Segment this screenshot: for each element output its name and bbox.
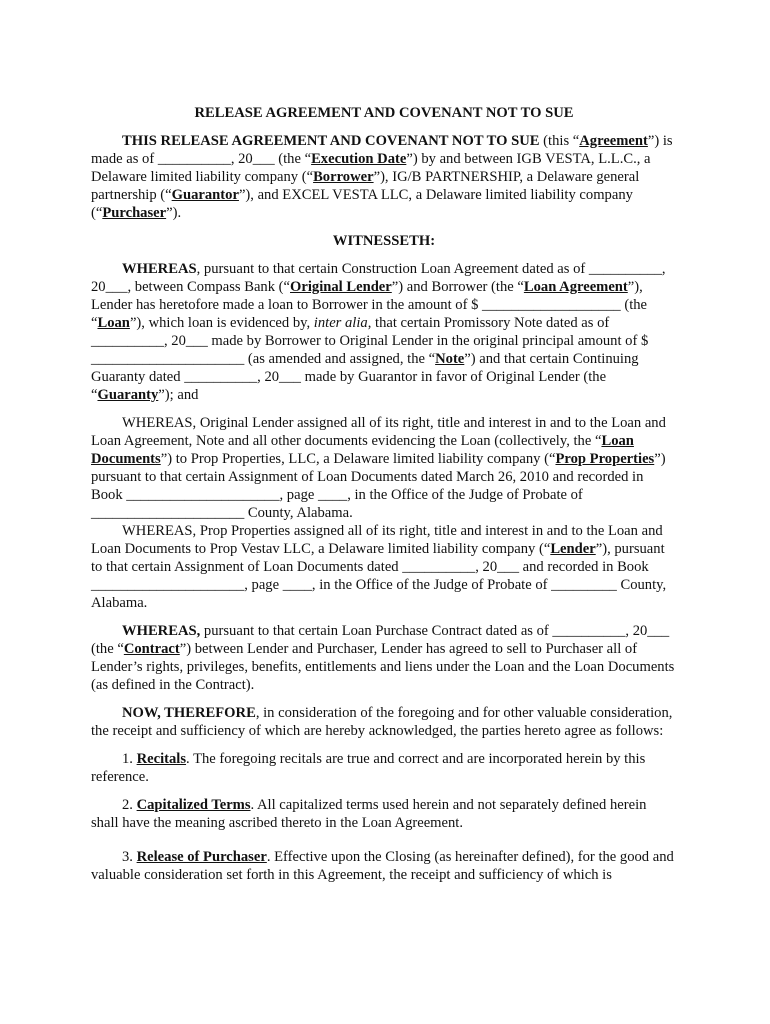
whereas-paragraph-3 bbox=[91, 522, 677, 612]
section-2-heading: Capitalized Terms bbox=[136, 797, 251, 813]
intro-lead: THIS RELEASE AGREEMENT AND COVENANT NOT TO SUE bbox=[122, 133, 540, 149]
section-1-recitals bbox=[91, 750, 677, 786]
term-borrower: Borrower bbox=[313, 169, 374, 185]
whereas-2-text-2: ”) to Prop Properties, LLC, a Delaware limited liability company (“ bbox=[160, 451, 556, 467]
term-prop-properties: Prop Properties bbox=[555, 451, 655, 467]
whereas-4-text-2: ”) between Lender and Purchaser, Lender has agreed to sell to Purchaser all of Lender’s rights, privileges, benefits, entitlements and liens under the Loan and the Loan Documents (as defined in the Contract). bbox=[91, 641, 675, 693]
section-2-capitalized-terms bbox=[91, 796, 677, 832]
intro-text-3: ”) by and between IGB VESTA, L.L.C., a Delaware limited liability company (“ bbox=[91, 151, 651, 185]
whereas-3-text-2: ”), pursuant to that certain Assignment of Loan Documents dated __________, 20___ and recorded in Book _____________________, page ____, in the Office of the Judge of Probate of _________ County, Alabama. bbox=[91, 541, 667, 611]
whereas-1-text-2: ”) and Borrower (the “ bbox=[391, 279, 524, 295]
term-guaranty: Guaranty bbox=[97, 387, 159, 403]
document-page bbox=[91, 104, 677, 894]
whereas-4-text-1: pursuant to that certain Loan Purchase Contract dated as of __________, 20___ (the “ bbox=[91, 623, 670, 657]
term-execution-date: Execution Date bbox=[311, 151, 407, 167]
now-therefore-paragraph bbox=[91, 704, 677, 740]
term-lender: Lender bbox=[550, 541, 596, 557]
whereas-1-text-5: , that certain Promissory Note dated as of __________, 20___ made by Borrower to Original Lender in the original principal amount of $ _____________________ (as amended and assigned, the “ bbox=[91, 315, 649, 367]
term-purchaser: Purchaser bbox=[102, 205, 167, 221]
section-2-number: 2. bbox=[122, 797, 137, 813]
whereas-paragraph-2 bbox=[91, 414, 677, 522]
whereas-paragraph-4 bbox=[91, 622, 677, 694]
term-loan-documents: Loan Documents bbox=[91, 433, 634, 467]
section-3-text: . Effective upon the Closing (as hereinafter defined), for the good and valuable consideration set forth in this Agreement, the receipt and sufficiency of which is bbox=[91, 849, 674, 883]
inter-alia-text: inter alia bbox=[313, 315, 368, 331]
whereas-paragraph-1 bbox=[91, 260, 677, 404]
section-2-text: . All capitalized terms used herein and not separately defined herein shall have the meaning ascribed thereto in the Loan Agreement. bbox=[91, 797, 647, 831]
section-3-number: 3. bbox=[122, 849, 137, 865]
term-original-lender: Original Lender bbox=[290, 279, 392, 295]
whereas-1-text-7: ”); and bbox=[158, 387, 199, 403]
whereas-1-lead: WHEREAS bbox=[122, 261, 197, 277]
whereas-1-text-3: ”), Lender has heretofore made a loan to Borrower in the amount of $ ___________________ (the “ bbox=[91, 279, 648, 331]
whereas-1-text-4: ”), which loan is evidenced by, bbox=[129, 315, 314, 331]
intro-text-2: ”) is made as of __________, 20___ (the “ bbox=[91, 133, 673, 167]
term-loan: Loan bbox=[97, 315, 130, 331]
intro-text-4: ”), IG/B PARTNERSHIP, a Delaware general partnership (“ bbox=[91, 169, 640, 203]
witnesseth-heading: WITNESSETH: bbox=[332, 233, 436, 249]
intro-text-1: (this “ bbox=[539, 133, 580, 149]
now-therefore-text: , in consideration of the foregoing and for other valuable consideration, the receipt and sufficiency of which are hereby acknowledged, the parties hereto agree as follows: bbox=[91, 705, 673, 739]
intro-paragraph bbox=[91, 132, 677, 222]
whereas-1-text-1: , pursuant to that certain Construction Loan Agreement dated as of __________, 20___, between Compass Bank (“ bbox=[91, 261, 666, 295]
whereas-2-text-3: ”) pursuant to that certain Assignment of Loan Documents dated March 26, 2010 and recorded in Book _____________________, page ____, in the Office of the Judge of Probate of _____________________ County, Alabama. bbox=[91, 451, 666, 521]
term-agreement: Agreement bbox=[579, 133, 648, 149]
whereas-3-text-1: WHEREAS, Prop Properties assigned all of its right, title and interest in and to the Loan and Loan Documents to Prop Vestav LLC, a Delaware limited liability company (“ bbox=[91, 523, 663, 557]
intro-text-6: ”). bbox=[166, 205, 182, 221]
term-note: Note bbox=[435, 351, 465, 367]
section-3-heading: Release of Purchaser bbox=[136, 849, 267, 865]
whereas-2-text-1: WHEREAS, Original Lender assigned all of its right, title and interest in and to the Loan and Loan Agreement, Note and all other documents evidencing the Loan (collectively, the “ bbox=[91, 415, 666, 449]
intro-text-5: ”), and EXCEL VESTA LLC, a Delaware limited liability company (“ bbox=[91, 187, 633, 221]
term-contract: Contract bbox=[123, 641, 180, 657]
document-title: RELEASE AGREEMENT AND COVENANT NOT TO SUE bbox=[194, 105, 574, 121]
section-3-release-of-purchaser bbox=[91, 848, 677, 884]
whereas-1-text-6: ”) and that certain Continuing Guaranty dated __________, 20___ made by Guarantor in favor of Original Lender (the “ bbox=[91, 351, 639, 403]
now-therefore-lead: NOW, THEREFORE bbox=[122, 705, 256, 721]
section-1-number: 1. bbox=[122, 751, 137, 767]
section-1-heading: Recitals bbox=[136, 751, 187, 767]
section-1-text: . The foregoing recitals are true and correct and are incorporated herein by this reference. bbox=[91, 751, 646, 785]
whereas-4-lead: WHEREAS, bbox=[122, 623, 201, 639]
term-loan-agreement: Loan Agreement bbox=[523, 279, 628, 295]
term-guarantor: Guarantor bbox=[171, 187, 239, 203]
